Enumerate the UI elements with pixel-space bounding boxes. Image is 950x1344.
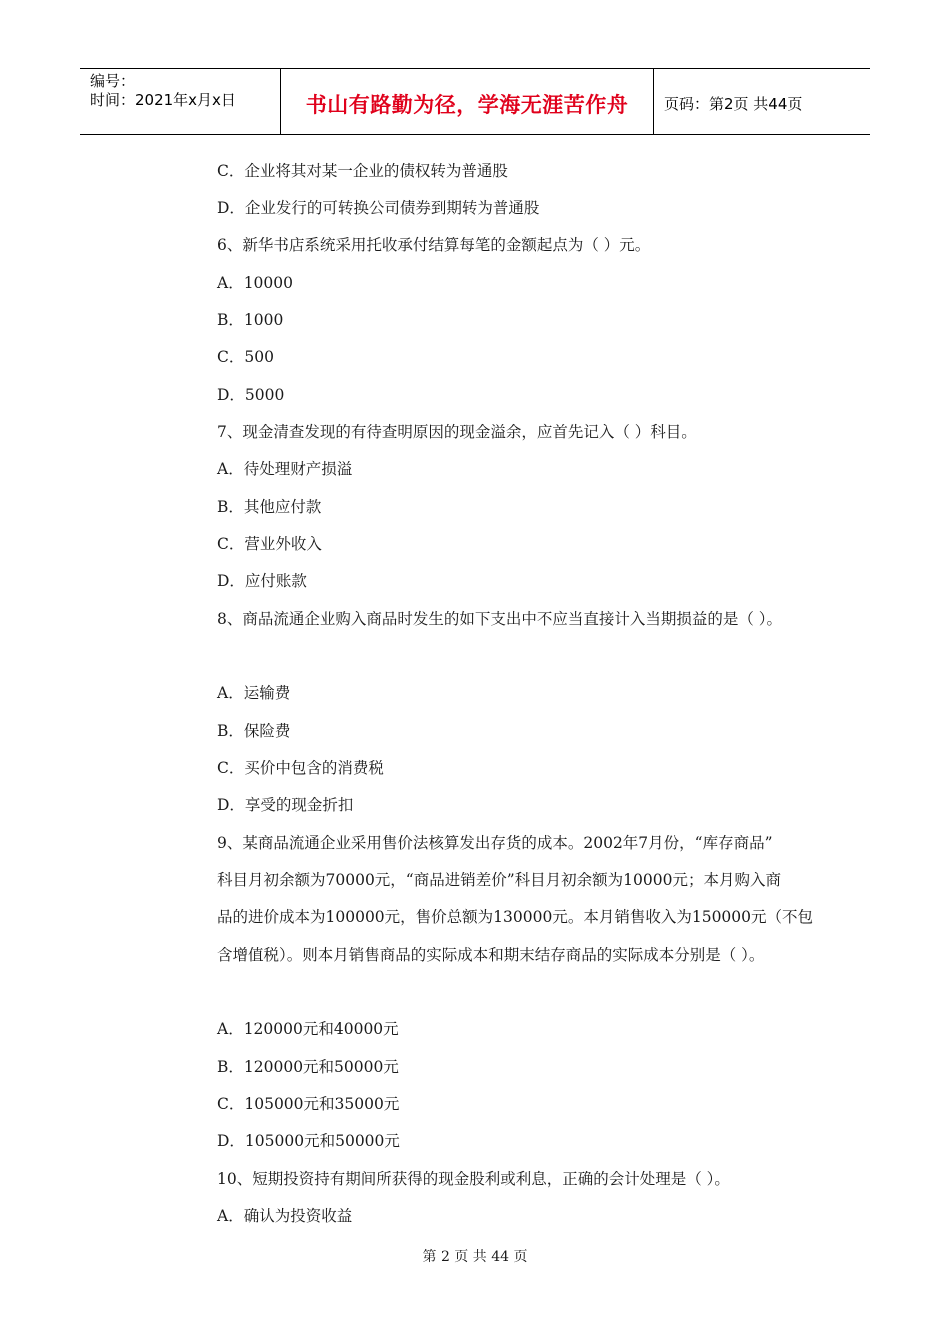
option-line: B．保险费 bbox=[217, 722, 291, 740]
header-meta bbox=[80, 69, 281, 134]
header-page-info: 页码：第2页 共44页 bbox=[664, 95, 803, 113]
document-time-label: 时间：2021年x月x日 bbox=[90, 91, 236, 109]
option-line: D．企业发行的可转换公司债券到期转为普通股 bbox=[217, 199, 540, 217]
question-line: 8、商品流通企业购入商品时发生的如下支出中不应当直接计入当期损益的是（ ）。 bbox=[217, 610, 783, 628]
question-line: 6、新华书店系统采用托收承付结算每笔的金额起点为（ ）元。 bbox=[217, 236, 651, 254]
question-line: 科目月初余额为70000元，“商品进销差价”科目月初余额为10000元；本月购入商 bbox=[217, 871, 781, 889]
option-line: C．营业外收入 bbox=[217, 535, 322, 553]
document-number-label: 编号： bbox=[90, 72, 136, 90]
question-line: 含增值税）。则本月销售商品的实际成本和期末结存商品的实际成本分别是（ ）。 bbox=[217, 946, 765, 964]
option-line: D．105000元和50000元 bbox=[217, 1132, 400, 1150]
question-line: 品的进价成本为100000元，售价总额为130000元。本月销售收入为150000元（不包 bbox=[217, 908, 814, 926]
option-line: B．120000元和50000元 bbox=[217, 1058, 399, 1076]
option-line: C．105000元和35000元 bbox=[217, 1095, 400, 1113]
option-line: A．120000元和40000元 bbox=[217, 1020, 399, 1038]
question-line: 9、某商品流通企业采用售价法核算发出存货的成本。2002年7月份，“库存商品” bbox=[217, 834, 773, 852]
option-line: D．享受的现金折扣 bbox=[217, 796, 354, 814]
option-line: A．待处理财产损溢 bbox=[217, 460, 353, 478]
option-line: C．500 bbox=[217, 348, 274, 366]
question-line: 7、现金清查发现的有待查明原因的现金溢余，应首先记入（ ）科目。 bbox=[217, 423, 697, 441]
option-line: C．企业将其对某一企业的债权转为普通股 bbox=[217, 162, 508, 180]
option-line: B．1000 bbox=[217, 311, 284, 329]
option-line: A．确认为投资收益 bbox=[217, 1207, 353, 1225]
option-line: A．10000 bbox=[217, 274, 294, 292]
page-header bbox=[80, 68, 870, 135]
header-motto: 书山有路勤为径，学海无涯苦作舟 bbox=[281, 69, 654, 134]
option-line: B．其他应付款 bbox=[217, 498, 322, 516]
option-line: D．应付账款 bbox=[217, 572, 307, 590]
option-line: A．运输费 bbox=[217, 684, 291, 702]
option-line: D．5000 bbox=[217, 386, 285, 404]
option-line: C．买价中包含的消费税 bbox=[217, 759, 384, 777]
question-line: 10、短期投资持有期间所获得的现金股利或利息，正确的会计处理是（ ）。 bbox=[217, 1170, 730, 1188]
page-footer: 第 2 页 共 44 页 bbox=[422, 1249, 528, 1265]
